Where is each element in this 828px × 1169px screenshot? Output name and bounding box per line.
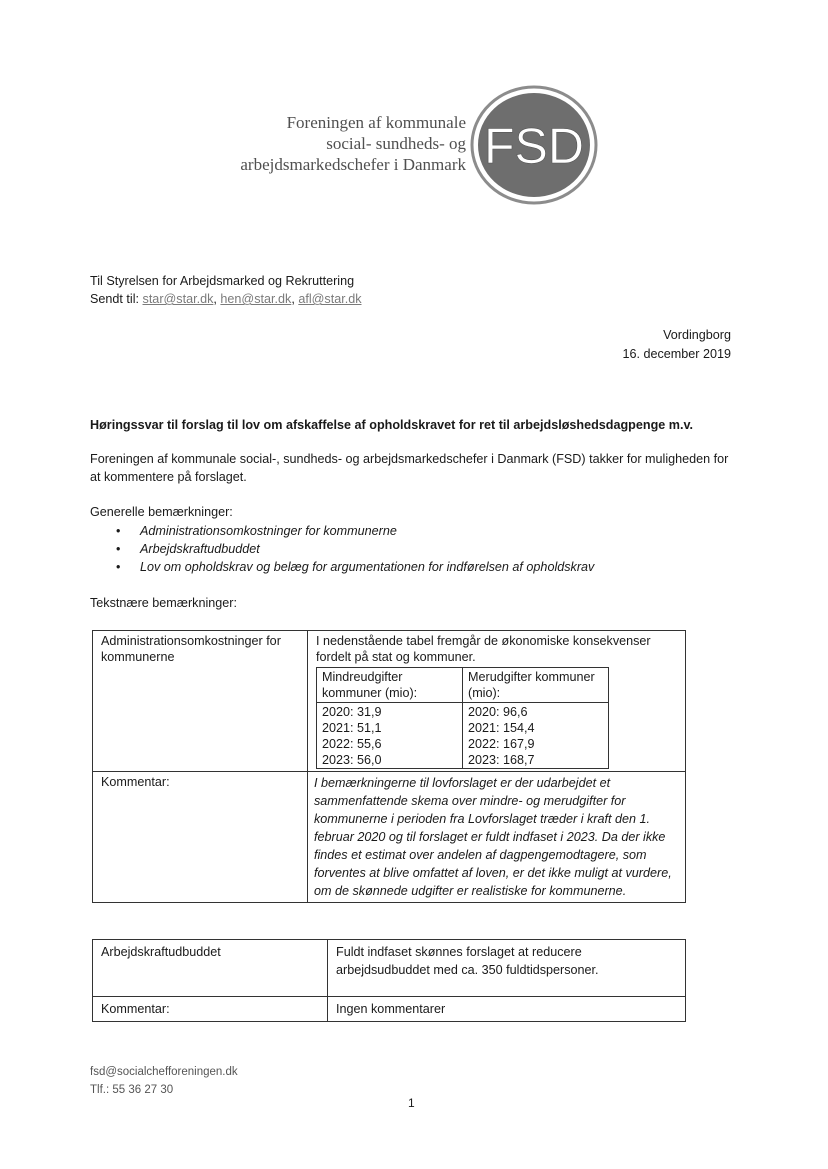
table-row: 2023: 56,0 2023: 168,7: [317, 752, 609, 769]
inner-header-more: Merudgifter kommuner (mio):: [463, 668, 609, 703]
place: Vordingborg: [663, 328, 731, 342]
general-remarks-list: [116, 522, 594, 576]
logo-text: FSD: [484, 118, 584, 174]
place-date: [622, 326, 731, 364]
admin-costs-text: I nedenstående tabel fremgår de økonomiske konsekvenser fordelt på stat og kommuner.: [316, 634, 651, 664]
labor-supply-label: Arbejdskraftudbuddet: [93, 940, 328, 997]
email-link-star[interactable]: star@star.dk: [142, 292, 214, 306]
general-remarks-heading: Generelle bemærkninger:: [90, 505, 233, 519]
admin-costs-content: [308, 631, 686, 772]
org-name-line-3: arbejdsmarkedschefer i Danmark: [240, 155, 466, 174]
email-link-hen[interactable]: hen@star.dk: [220, 292, 292, 306]
economic-consequences-table: [316, 667, 609, 769]
fsd-logo: [470, 85, 598, 205]
footer-email: fsd@socialchefforeningen.dk: [90, 1066, 238, 1078]
recipient: Til Styrelsen for Arbejdsmarked og Rekruttering: [90, 274, 355, 288]
organization-name: [240, 112, 466, 175]
table-row: 2022: 55,6 2022: 167,9: [317, 736, 609, 752]
page-number: 1: [408, 1096, 415, 1110]
comment-label: Kommentar:: [93, 997, 328, 1022]
footer-contact: [90, 1063, 238, 1099]
admin-costs-label: Administrationsomkostninger for kommunerne: [93, 631, 308, 772]
org-name-line-1: Foreningen af kommunale: [286, 113, 466, 132]
list-item: • Lov om opholdskrav og belæg for argumentationen for indførelsen af opholdskrav: [116, 558, 594, 576]
admin-costs-comment: I bemærkningerne til lovforslaget er der udarbejdet et sammenfattende skema over mindre- og merudgifter for kommunerne i perioden fra Lovforslaget træder i kraft den 1. februar 2020 og til forslaget er fuldt indfaset i 2023. Da der ikke findes et estimat over andelen af dagpengemodtagere, som forventes at blive omfattet af loven, er det ikke muligt at vurdere, om de skønnede udgifter er realistiske for kommunerne.: [308, 772, 686, 903]
intro-paragraph: Foreningen af kommunale social-, sundheds- og arbejdsmarkedschefer i Danmark (FSD) takker for muligheden for at kommentere på forslaget.: [90, 452, 729, 484]
admin-costs-table: [92, 630, 686, 903]
labor-supply-comment: Ingen kommentarer: [328, 997, 686, 1022]
recipient-block: [90, 272, 362, 308]
sent-to-line: Sendt til: star@star.dk, hen@star.dk, afl@star.dk: [90, 292, 362, 306]
list-item: • Administrationsomkostninger for kommunerne: [116, 522, 594, 540]
labor-supply-text: Fuldt indfaset skønnes forslaget at reducere arbejdsudbuddet med ca. 350 fuldtidspersoner.: [328, 940, 686, 997]
org-name-line-2: social- sundheds- og: [326, 134, 466, 153]
footer-phone: Tlf.: 55 36 27 30: [90, 1084, 174, 1096]
document-title: Høringssvar til forslag til lov om afskaffelse af opholdskravet for ret til arbejdsløshedsdagpenge m.v.: [90, 418, 694, 432]
labor-supply-table: [92, 939, 686, 1022]
table-row: 2021: 51,1 2021: 154,4: [317, 720, 609, 736]
list-item: • Arbejdskraftudbuddet: [116, 540, 594, 558]
comment-label: Kommentar:: [93, 772, 308, 903]
table-row: 2020: 31,9 2020: 96,6: [317, 703, 609, 721]
date: 16. december 2019: [622, 347, 731, 361]
sent-to-label: Sendt til:: [90, 292, 140, 306]
text-remarks-heading: Tekstnære bemærkninger:: [90, 596, 237, 610]
inner-header-less: Mindreudgifter kommuner (mio):: [317, 668, 463, 703]
email-link-afl[interactable]: afl@star.dk: [298, 292, 362, 306]
